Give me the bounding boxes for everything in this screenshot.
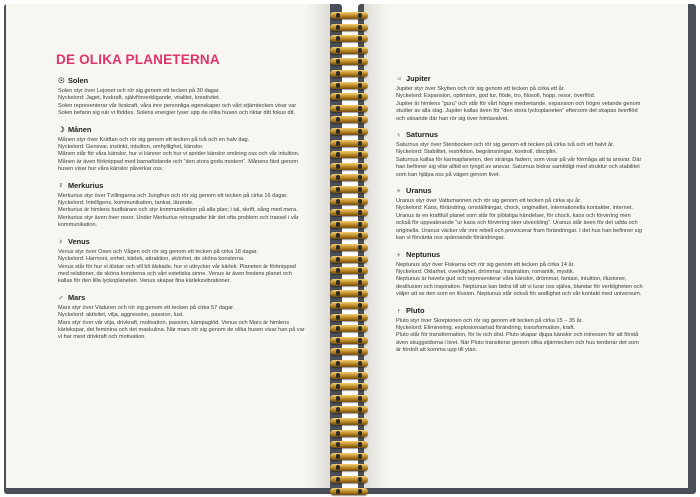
spiral-ring	[330, 418, 368, 425]
body-text: Saturnus kallas för karmaplaneten, den stränga fadern, som visar på vår förmåga att ta ansvar. Där han befinner sig vilar alltid en tyngd av ansvar. Saturnus bidrar samtidigt med struktur och stabilitet som kan hjälpa oss på vägen genom livet.	[396, 156, 642, 178]
planet-section-pluto	[396, 306, 644, 355]
section-heading	[396, 306, 644, 315]
body-text: Nyckelord: Intelligens, kommunikation, tankar, lärande.	[58, 200, 194, 207]
section-heading	[396, 250, 644, 259]
spiral-binding	[326, 4, 372, 494]
body-text: Saturnus styr över Stenbocken och rör sig genom ett tecken på cirka två och ett halvt år.	[396, 142, 615, 149]
page-title: DE OLIKA PLANETERNA	[56, 52, 220, 67]
planet-symbol-icon: ♀	[58, 236, 64, 246]
planet-section-jupiter	[396, 74, 644, 123]
body-text: Nyckelord: Harmoni, enhet, kärlek, attraktion, skönhet, de sköna konsterna.	[58, 256, 245, 263]
body-text: Neptunus är havets gud och representerar våra känslor, drömmar, fantasi, intuition, illusioner, desillusion och inspiration. Neptunus kan bidra till att vi lurar oss själva, blandar för verkligheten och väljer att se den som en illusion. Neptunus står också för andlighet och vår kontakt med universum.	[396, 276, 643, 298]
body-text: Venus styr över Oxen och Vågen och rör sig genom ett tecken på cirka 18 dagar.	[58, 248, 258, 255]
body-text: Pluto står för transformation, för liv och död. Pluto skapar djupa känslor och intressen för att förstå även skuggsidorna i livet. När Pluto transiterar genom olika stjärntecken och hus tenderar det som är fördolt att komma upp till ytan.	[396, 332, 639, 354]
left-column	[58, 76, 306, 349]
body-text: Uranus styr över Vattumannen och rör sig genom ett tecken på cirka sju år.	[396, 198, 582, 205]
body-text: Månen står för våra känslor, hur vi känner och hur vi sprider känslor omkring oss och vår intuition. Månen är även förknippad med barnafödande och “den stora goda modern”. Månens färd genom husen visar hur våra känslor påverkar oss.	[58, 151, 300, 173]
body-text: Venus står för hur vi älskar och vill bli älskade, hur vi uttrycker vår kärlek. Planeten är förknippad med relationer, de sköna konsterna och vårt estetiska sinne. Venus är även fredens planet och kallas för den lilla lyckoplaneten. Venus skapar fina kärleksvibrationer.	[58, 263, 296, 285]
planet-section-neptunus	[396, 250, 644, 299]
body-text: Jupiter styr över Skytten och rör sig genom ett tecken på cirka ett år.	[396, 86, 565, 92]
spiral-ring	[330, 453, 368, 460]
spiral-ring	[330, 325, 368, 332]
spiral-ring	[330, 360, 368, 367]
planet-name: Merkurius	[68, 180, 104, 190]
spiral-ring	[330, 47, 368, 54]
planet-section-uranus	[396, 186, 644, 242]
spiral-ring	[330, 256, 368, 263]
spiral-ring	[330, 93, 368, 100]
planet-name: Neptunus	[406, 249, 441, 259]
spiral-ring	[330, 198, 368, 205]
spiral-ring	[330, 337, 368, 344]
spiral-ring	[330, 128, 368, 135]
spiral-ring	[330, 302, 368, 309]
spiral-ring	[330, 372, 368, 379]
body-text: Nyckelord: Kaos, förändring, omställningar, chock, originalitet, internationella kontakter, internet.	[396, 205, 633, 212]
body-text: Nyckelord: Gensvar, instinkt, intuition, omhyllighet, känslor.	[58, 144, 204, 151]
planet-symbol-icon: ♄	[396, 130, 402, 140]
section-heading	[58, 76, 306, 85]
planet-name: Uranus	[406, 186, 432, 196]
spiral-ring	[330, 151, 368, 158]
body-text: Nyckelord: Jaget, livskraft, självförverkligande, vitalitet, kreativitet.	[58, 95, 221, 102]
spiral-ring	[330, 476, 368, 483]
planet-name: Månen	[68, 124, 92, 134]
spiral-ring	[330, 406, 368, 413]
section-heading	[58, 237, 306, 246]
planet-symbol-icon: ♃	[396, 74, 402, 83]
body-text: Nyckelord: Expansion, optimism, god tur, flöde, tro, filosofi, hopp, resor, överflöd.	[396, 93, 596, 100]
planet-symbol-icon: ☉	[58, 76, 65, 85]
spiral-ring	[330, 70, 368, 77]
planet-name: Solen	[68, 76, 89, 85]
planet-symbol-icon: ♅	[396, 186, 402, 196]
body-text: Mars styr över vår vilja, drivkraft, motivation, passion, kämpaglöd. Venus och Mars är himlens kärlekspar, det feminina och det maskulina. När mars rör sig genom de olika husen visar han på var vi har mest drivkraft och motivation.	[58, 319, 305, 341]
spiral-ring	[330, 221, 368, 228]
spiral-ring	[330, 209, 368, 216]
body-text: Nyckelord: Oklarhet, overklighet, drömmar, inspiration, romantik, mystik.	[396, 268, 575, 275]
spiral-ring	[330, 383, 368, 390]
spiral-ring	[330, 186, 368, 193]
body-text: Solen representerar vår livskraft, våra inre personliga egenskaper och vårt stjärntecken visar var Solen befann sig när vi föddes. Solens energier lyser upp de olika husen och riktar ditt fokus dit.	[58, 102, 297, 117]
body-text: Nyckelord: Eliminering, explosionsartad förändring, transformation, kraft.	[396, 324, 576, 331]
spiral-ring	[330, 464, 368, 471]
spiral-ring	[330, 82, 368, 89]
body-text: Månen styr över Kräftan och rör sig genom ett tecken på två och en halv dag.	[58, 136, 250, 143]
section-heading	[396, 186, 644, 195]
planet-symbol-icon: ☽	[58, 124, 65, 134]
planet-section-månen	[58, 125, 306, 174]
spiral-ring	[330, 488, 368, 495]
body-text: Merkurius styr över Tvillingarna och Jungfrun och rör sig genom ett tecken på cirka 16 dagar.	[58, 192, 288, 199]
spiral-ring	[330, 441, 368, 448]
body-text: Pluto styr över Skorpionen och rör sig genom ett tecken på cirka 15 – 35 år.	[396, 317, 583, 324]
body-text: Merkurius är himlens budbärare och styr kommunikation på alla plan; i tal, skrift, sång med mera. Merkurius styr även över resor. Under Merkurius retrograder blir det ofta problem och trassel i vår kommunikation.	[58, 207, 299, 229]
spiral-ring	[330, 244, 368, 251]
planet-name: Venus	[68, 236, 90, 246]
spiral-ring	[330, 58, 368, 65]
right-column	[396, 74, 644, 362]
planet-section-saturnus	[396, 130, 644, 179]
planet-section-merkurius	[58, 181, 306, 230]
spiral-ring	[330, 267, 368, 274]
planet-symbol-icon: ☿	[58, 180, 64, 190]
body-text: Uranus är en kraftfull planet som står för plötsliga händelser, för chock, kaos och förvirring men också för uppvaknande “ur kaos och förvirring sker utveckling”. Uranus står även för det udda och originella. Uranus väcker vår inre rebell och provocerar fram förändringar. I det hus han befinner sig kan vi förvänta oss spännande förändringar.	[396, 212, 642, 242]
body-text: Jupiter är himlens “guru” och står för vårt högre medvetande, expansion och högre vetande genom studier av alla slag. Jupiter kallas även för “den stora lyckoplaneten” eftersom det skapas överflöd och växande där han rör sig över himlavalvet.	[396, 100, 641, 122]
spiral-ring	[330, 174, 368, 181]
planet-symbol-icon: ♆	[396, 249, 402, 259]
body-text: Nyckelord: aktivitet, vilja, aggression, passion, lust.	[58, 312, 184, 319]
spiral-ring	[330, 290, 368, 297]
spiral-ring	[330, 232, 368, 239]
section-heading	[58, 125, 306, 134]
section-heading	[58, 293, 306, 302]
body-text: Nyckelord: Stabilitet, restriktion, begränsningar, kontroll, disciplin.	[396, 149, 558, 156]
planet-section-venus	[58, 237, 306, 286]
body-text: Solen styr över Lejonet och rör sig genom ett tecken på 30 dagar.	[58, 88, 221, 94]
planet-name: Saturnus	[406, 130, 439, 140]
spiral-ring	[330, 163, 368, 170]
spiral-ring	[330, 430, 368, 437]
planet-section-solen	[58, 76, 306, 118]
spiral-ring	[330, 314, 368, 321]
planet-name: Mars	[68, 292, 86, 302]
spiral-ring	[330, 116, 368, 123]
spiral-ring	[330, 12, 368, 19]
planet-name: Pluto	[406, 305, 425, 315]
spiral-ring	[330, 105, 368, 112]
section-heading	[396, 74, 644, 83]
spiral-ring	[330, 395, 368, 402]
planet-symbol-icon: ♇	[396, 305, 402, 315]
left-page	[6, 4, 330, 488]
planet-symbol-icon: ♂	[58, 292, 64, 302]
spiral-ring	[330, 348, 368, 355]
right-page	[364, 4, 688, 488]
section-heading	[58, 181, 306, 190]
body-text: Neptunus styr över Fiskarna och rör sig genom ett tecken på cirka 14 år.	[396, 261, 575, 268]
planet-name: Jupiter	[406, 74, 431, 83]
body-text: Mars styr över Väduren och rör sig genom ett tecken på cirka 57 dagar.	[58, 304, 235, 311]
spiral-ring	[330, 279, 368, 286]
planet-section-mars	[58, 293, 306, 342]
section-heading	[396, 130, 644, 139]
spiral-ring	[330, 24, 368, 31]
spiral-ring	[330, 35, 368, 42]
spiral-ring	[330, 140, 368, 147]
